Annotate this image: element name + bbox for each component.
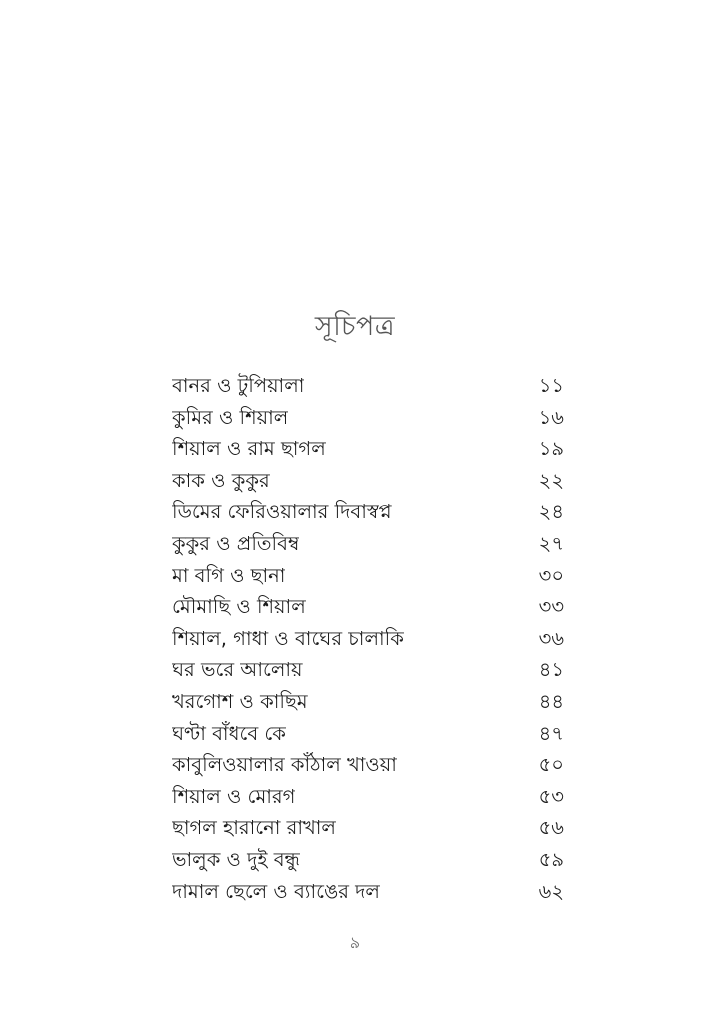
toc-entry-page: ১১ xyxy=(538,374,564,397)
toc-entry-page: ৫৩ xyxy=(538,784,564,808)
toc-entry-page: ১৬ xyxy=(538,405,564,429)
page-number: ৯ xyxy=(349,933,361,952)
toc-entry-title: ছাগল হারানো রাখাল xyxy=(172,816,336,840)
toc-entry-title: মৌমাছি ও শিয়াল xyxy=(172,595,306,619)
toc-entry xyxy=(172,591,564,623)
toc-entry-page: ২২ xyxy=(538,468,564,492)
toc-entry-title: খরগোশ ও কাছিম xyxy=(172,689,308,713)
toc-entry-page: ৩০ xyxy=(538,563,564,587)
toc-entry-title: শিয়াল ও রাম ছাগল xyxy=(172,437,326,461)
toc-entry xyxy=(172,402,564,434)
toc-entry-title: ভালুক ও দুই বন্ধু xyxy=(172,847,300,871)
toc-entry xyxy=(172,528,564,560)
toc-entry xyxy=(172,876,564,908)
toc-entry-title: মা বগি ও ছানা xyxy=(172,563,286,587)
toc-entry xyxy=(172,496,564,528)
toc-entry-title: বানর ও টুপিয়ালা xyxy=(172,374,305,397)
toc-entry-page: ১৯ xyxy=(538,437,564,461)
toc-entry-title: কাবুলিওয়ালার কাঁঠাল খাওয়া xyxy=(172,753,397,777)
toc-entry-page: ৬২ xyxy=(538,879,564,903)
toc-entry-page: ৪৪ xyxy=(538,689,564,713)
toc-entry xyxy=(172,812,564,844)
toc-entry xyxy=(172,686,564,718)
toc-entry xyxy=(172,465,564,497)
toc-entry-page: ৫৯ xyxy=(538,847,564,871)
toc-entry-title: শিয়াল, গাধা ও বাঘের চালাকি xyxy=(172,626,404,650)
toc-entry-page: ৪১ xyxy=(538,658,564,682)
toc-entry-page: ৩৬ xyxy=(538,626,564,650)
toc-entry xyxy=(172,433,564,465)
toc-entry xyxy=(172,749,564,781)
toc-entry-page: ২৭ xyxy=(538,531,564,555)
toc-entry-title: ঘর ভরে আলোয় xyxy=(172,658,303,682)
toc-entry xyxy=(172,560,564,592)
table-of-contents xyxy=(172,370,564,907)
toc-entry-title: ঘণ্টা বাঁধবে কে xyxy=(172,721,286,745)
toc-entry-title: শিয়াল ও মোরগ xyxy=(172,784,296,808)
toc-entry-title: ডিমের ফেরিওয়ালার দিবাস্বপ্ন xyxy=(172,500,392,524)
toc-entry-page: ২৪ xyxy=(538,500,564,524)
toc-entry-title: কুমির ও শিয়াল xyxy=(172,405,289,429)
toc-entry-title: কাক ও কুকুর xyxy=(172,468,270,492)
toc-entry xyxy=(172,654,564,686)
toc-entry xyxy=(172,718,564,750)
toc-entry-title: দামাল ছেলে ও ব্যাঙের দল xyxy=(172,879,380,903)
toc-entry xyxy=(172,844,564,876)
toc-entry xyxy=(172,781,564,813)
toc-entry xyxy=(172,623,564,655)
toc-entry-page: ৩৩ xyxy=(538,595,564,619)
toc-entry-page: ৫০ xyxy=(538,753,564,777)
toc-entry-page: ৫৬ xyxy=(538,816,564,840)
page-title: সূচিপত্র xyxy=(314,311,396,342)
toc-entry-title: কুকুর ও প্রতিবিম্ব xyxy=(172,531,300,555)
toc-entry xyxy=(172,370,564,402)
toc-entry-page: ৪৭ xyxy=(538,721,564,745)
